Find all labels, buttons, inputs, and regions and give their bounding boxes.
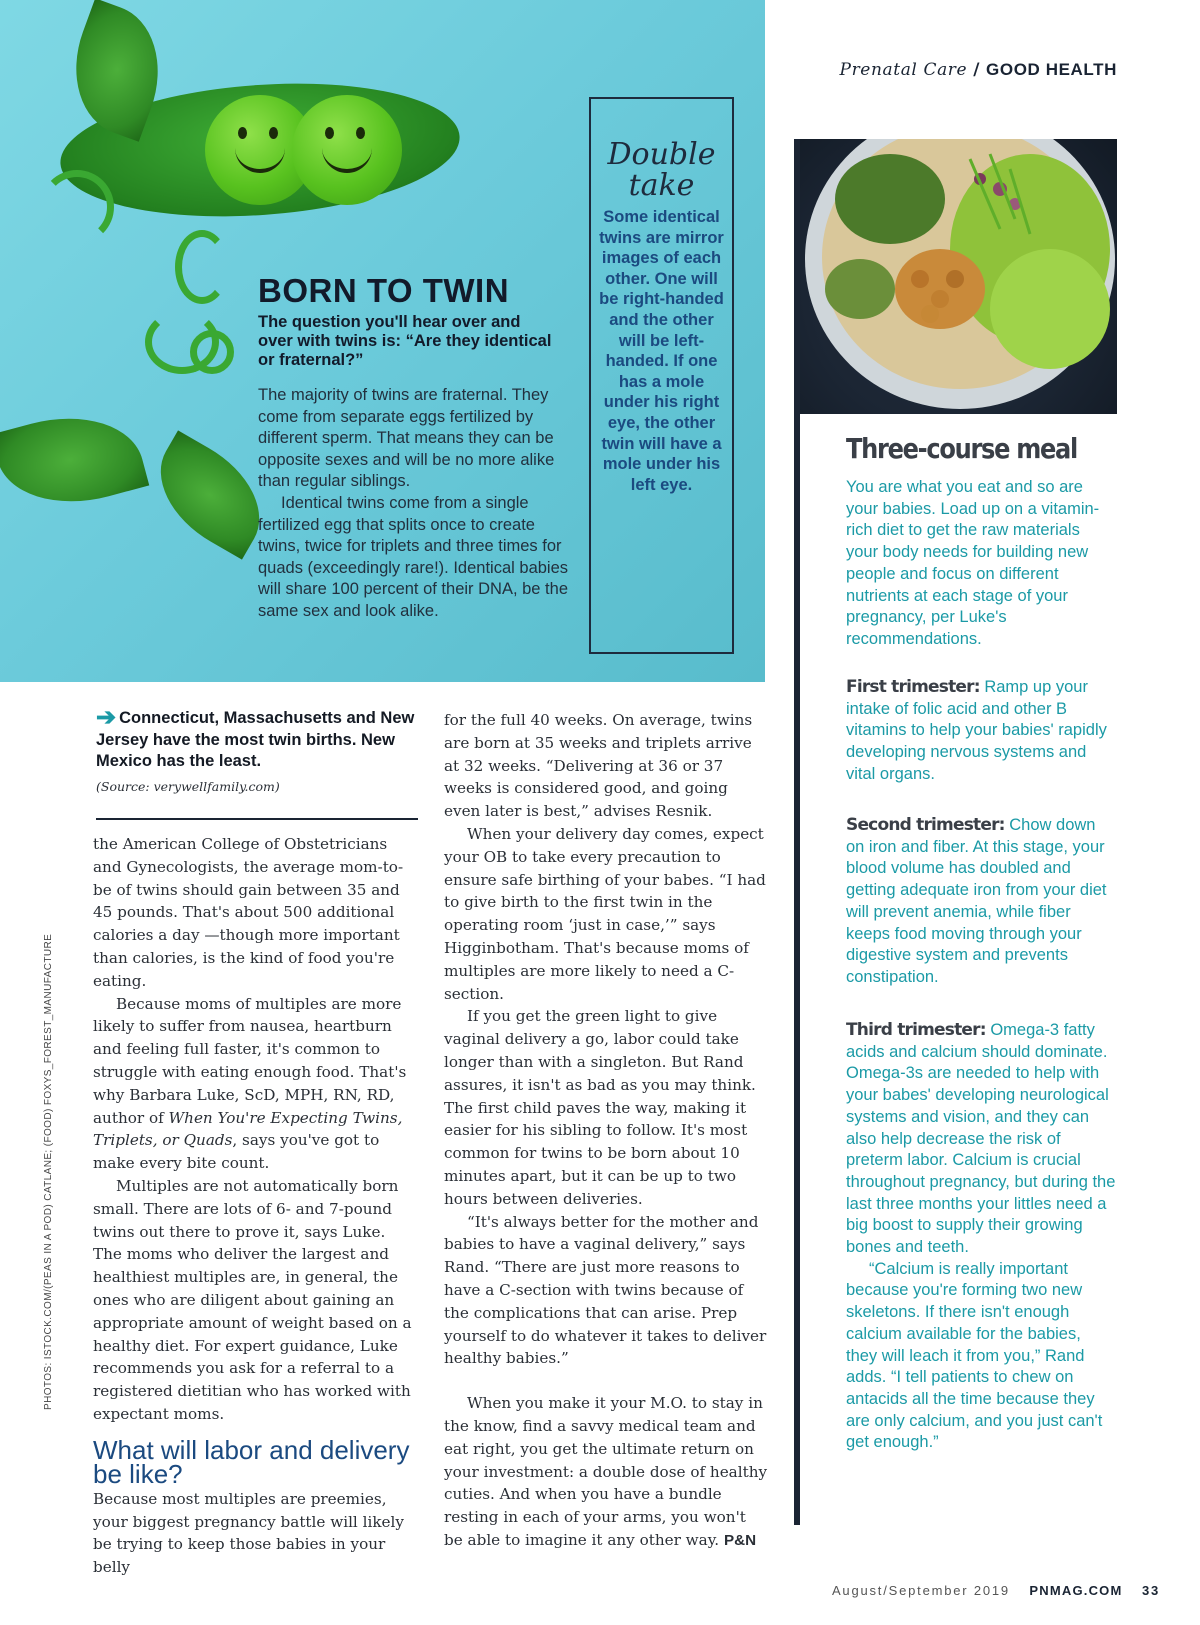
double-take-title [591,139,732,201]
first-trimester-label: First trimester: [846,677,980,697]
double-take-box [589,97,734,654]
page-footer [832,1583,1160,1598]
tendril-3 [190,330,234,374]
second-trimester-label: Second trimester: [846,815,1005,835]
twin-births-callout [96,704,416,794]
magazine-site: PNMAG.COM [1029,1583,1123,1598]
food-bowl-image [800,139,1117,414]
born-to-twin-body [258,385,568,623]
born-to-twin-title: BORN TO TWIN [258,272,510,309]
meal-intro [846,477,1116,651]
book-title: When You're Expecting Twins, Triplets, or Quads [93,1108,403,1150]
photo-credit: PHOTOS: ISTOCK.COM/(PEAS IN A POD) CATLANE; (FOOD) FOXYS_FOREST_MANUFACTURE [43,933,54,1410]
salad-bowl-illustration [800,139,1117,414]
double-take-title-line2: take [628,168,695,203]
magazine-section-name: GOOD HEALTH [986,60,1117,79]
col1-para-2-end: , says you've got to make every bite count. [93,1131,380,1173]
tendril-4 [40,170,114,244]
callout-text: Connecticut, Massachusetts and New Jersey have the most twin births. New Mexico has the least. [96,709,415,771]
col2-para-5 [444,1392,769,1553]
section-header [840,60,1117,80]
page-number: 33 [1141,1583,1160,1598]
meal-intro-text: You are what you eat and so are your babies. Load up on a vitamin-rich diet to get the raw materials your body needs for building new people and focus on different nutrients at each stage of your pregnancy, per Luke's recommendations. [846,478,1100,648]
col1-para-2 [93,993,418,1175]
third-trimester [846,1020,1116,1454]
col1-para-4: Because most multiples are preemies, your biggest pregnancy battle will likely be trying to keep those babies in your belly [93,1489,404,1577]
tendril-1 [175,230,229,304]
col2-para-1: for the full 40 weeks. On average, twins are born at 35 weeks and triplets arrive at 32 weeks. “Delivering at 36 or 37 weeks is considered good, and going even later is best,” advises Resnik. [444,711,753,821]
first-trimester-text: Ramp up your intake of folic acid and other B vitamins to help your babies' rapidly developing nervous systems and vital organs. [846,678,1107,783]
double-take-body: Some identical twins are mirror images of each other. One will be right-handed and the other will be left-handed. If one has a mole under his right eye, the other twin will have a mole under his left eye. [599,208,724,494]
col2-para-4: “It's always better for the mother and babies to have a vaginal delivery,” says Rand. “There are just more reasons to have a C-section with twins because of the complications that can arise. Prep yourself to do whatever it takes to deliver healthy babies.” [444,1212,767,1368]
col2-para-3: If you get the green light to give vaginal delivery a go, labor could take longer than with a singleton. But Rand assures, it isn't as bad as you may think. The first child paves the way, making it easier for his sibling to follow. It's most common for twins to be born about 10 minutes apart, but it can be up to two hours between deliveries. [444,1007,756,1208]
issue-date: August/September 2019 [831,1583,1010,1598]
calcium-quote: “Calcium is really important because you're forming two new skeletons. If there isn't enough calcium available for the babies, they will leach it from you,” Rand adds. “I tell patients to chew on antacids all the time because they are only calcium, and you just can't get enough.” [846,1259,1103,1452]
double-take-title-line1: Double [607,137,716,172]
meal-sidebar-title: Three-course meal [846,432,1077,465]
pea-right [292,95,402,205]
labor-subhead: What will labor and delivery be like? [93,1434,410,1489]
col2-para-5-text: When you make it your M.O. to stay in the know, find a savvy medical team and eat right, you get the ultimate return on your investment: a double dose of healthy cuties. And when you have a bundle resting in each of your arms, you won't be able to imagine it any other way. [444,1394,768,1549]
callout-source: (Source: verywellfamily.com) [96,778,280,794]
col1-para-2-start: Because moms of multiples are more likely to suffer from nausea, heartburn and feeling full faster, it's common to struggle with eating enough food. That's why Barbara Luke, ScD, MPH, RN, RD, author of [93,994,407,1127]
section-separator: / [973,60,981,80]
col1-para-3: Multiples are not automatically born small. There are lots of 6- and 7-pound twins out there to prove it, says Luke. The moms who deliver the largest and healthiest multiples are, in general, the ones who are diligent about gaining an appropriate amount of weight based on a healthy diet. For expert guidance, Luke recommends you ask for a referral to a registered dietitian who has worked with expectant moms. [93,1176,412,1423]
born-para-1: The majority of twins are fraternal. They come from separate eggs fertilized by different sperm. That means they can be opposite sexes and will be no more alike than regular siblings. [258,386,555,491]
third-trimester-label: Third trimester: [846,1020,986,1040]
born-to-twin-deck: The question you'll hear over and over with twins is: “Are they identical or fraternal?” [258,313,552,369]
col1-para-1: the American College of Obstetricians and Gynecologists, the average mom-to-be of twins should gain between 35 and 45 pounds. That's about 500 additional calories a day —though more important than calories, is the kind of food you're eating. [93,835,404,990]
first-trimester [846,677,1116,786]
signoff-mark: P&N [723,1531,757,1549]
third-trimester-text: Omega-3 fatty acids and calcium should dominate. Omega-3s are needed to help with your babes' developing neurological systems and vision, and they can also help decrease the risk of preterm labor. Calcium is crucial throughout pregnancy, but during the last three months your littles need a big boost to supply their growing bones and teeth. [846,1021,1116,1257]
arrow-right-icon: ➔ [96,704,117,731]
col2-para-2: When your delivery day comes, expect your OB to take every precaution to ensure safe birthing of your babes. “I had to give birth to the first twin in the operating room ‘just in case,’” says Higginbotham. That's because moms of multiples are more likely to need a C-section. [444,824,766,1003]
leaf-bottom-left [0,398,149,521]
body-column-1 [93,833,418,1579]
second-trimester-text: Chow down on iron and fiber. At this stage, your blood volume has doubled and getting adequate iron from your diet will prevent anemia, while fiber keeps food moving through your digestive system and prevents constipation. [846,816,1107,986]
second-trimester [846,815,1116,989]
body-column-2 [444,709,769,1553]
section-name: Prenatal Care [839,60,968,80]
callout-divider [96,818,418,820]
born-para-2: Identical twins come from a single fertilized egg that splits once to create twins, twice for triplets and three times for quads (exceedingly rare!). Identical babies will share 100 percent of their DNA, be the same sex and look alike. [258,493,569,620]
